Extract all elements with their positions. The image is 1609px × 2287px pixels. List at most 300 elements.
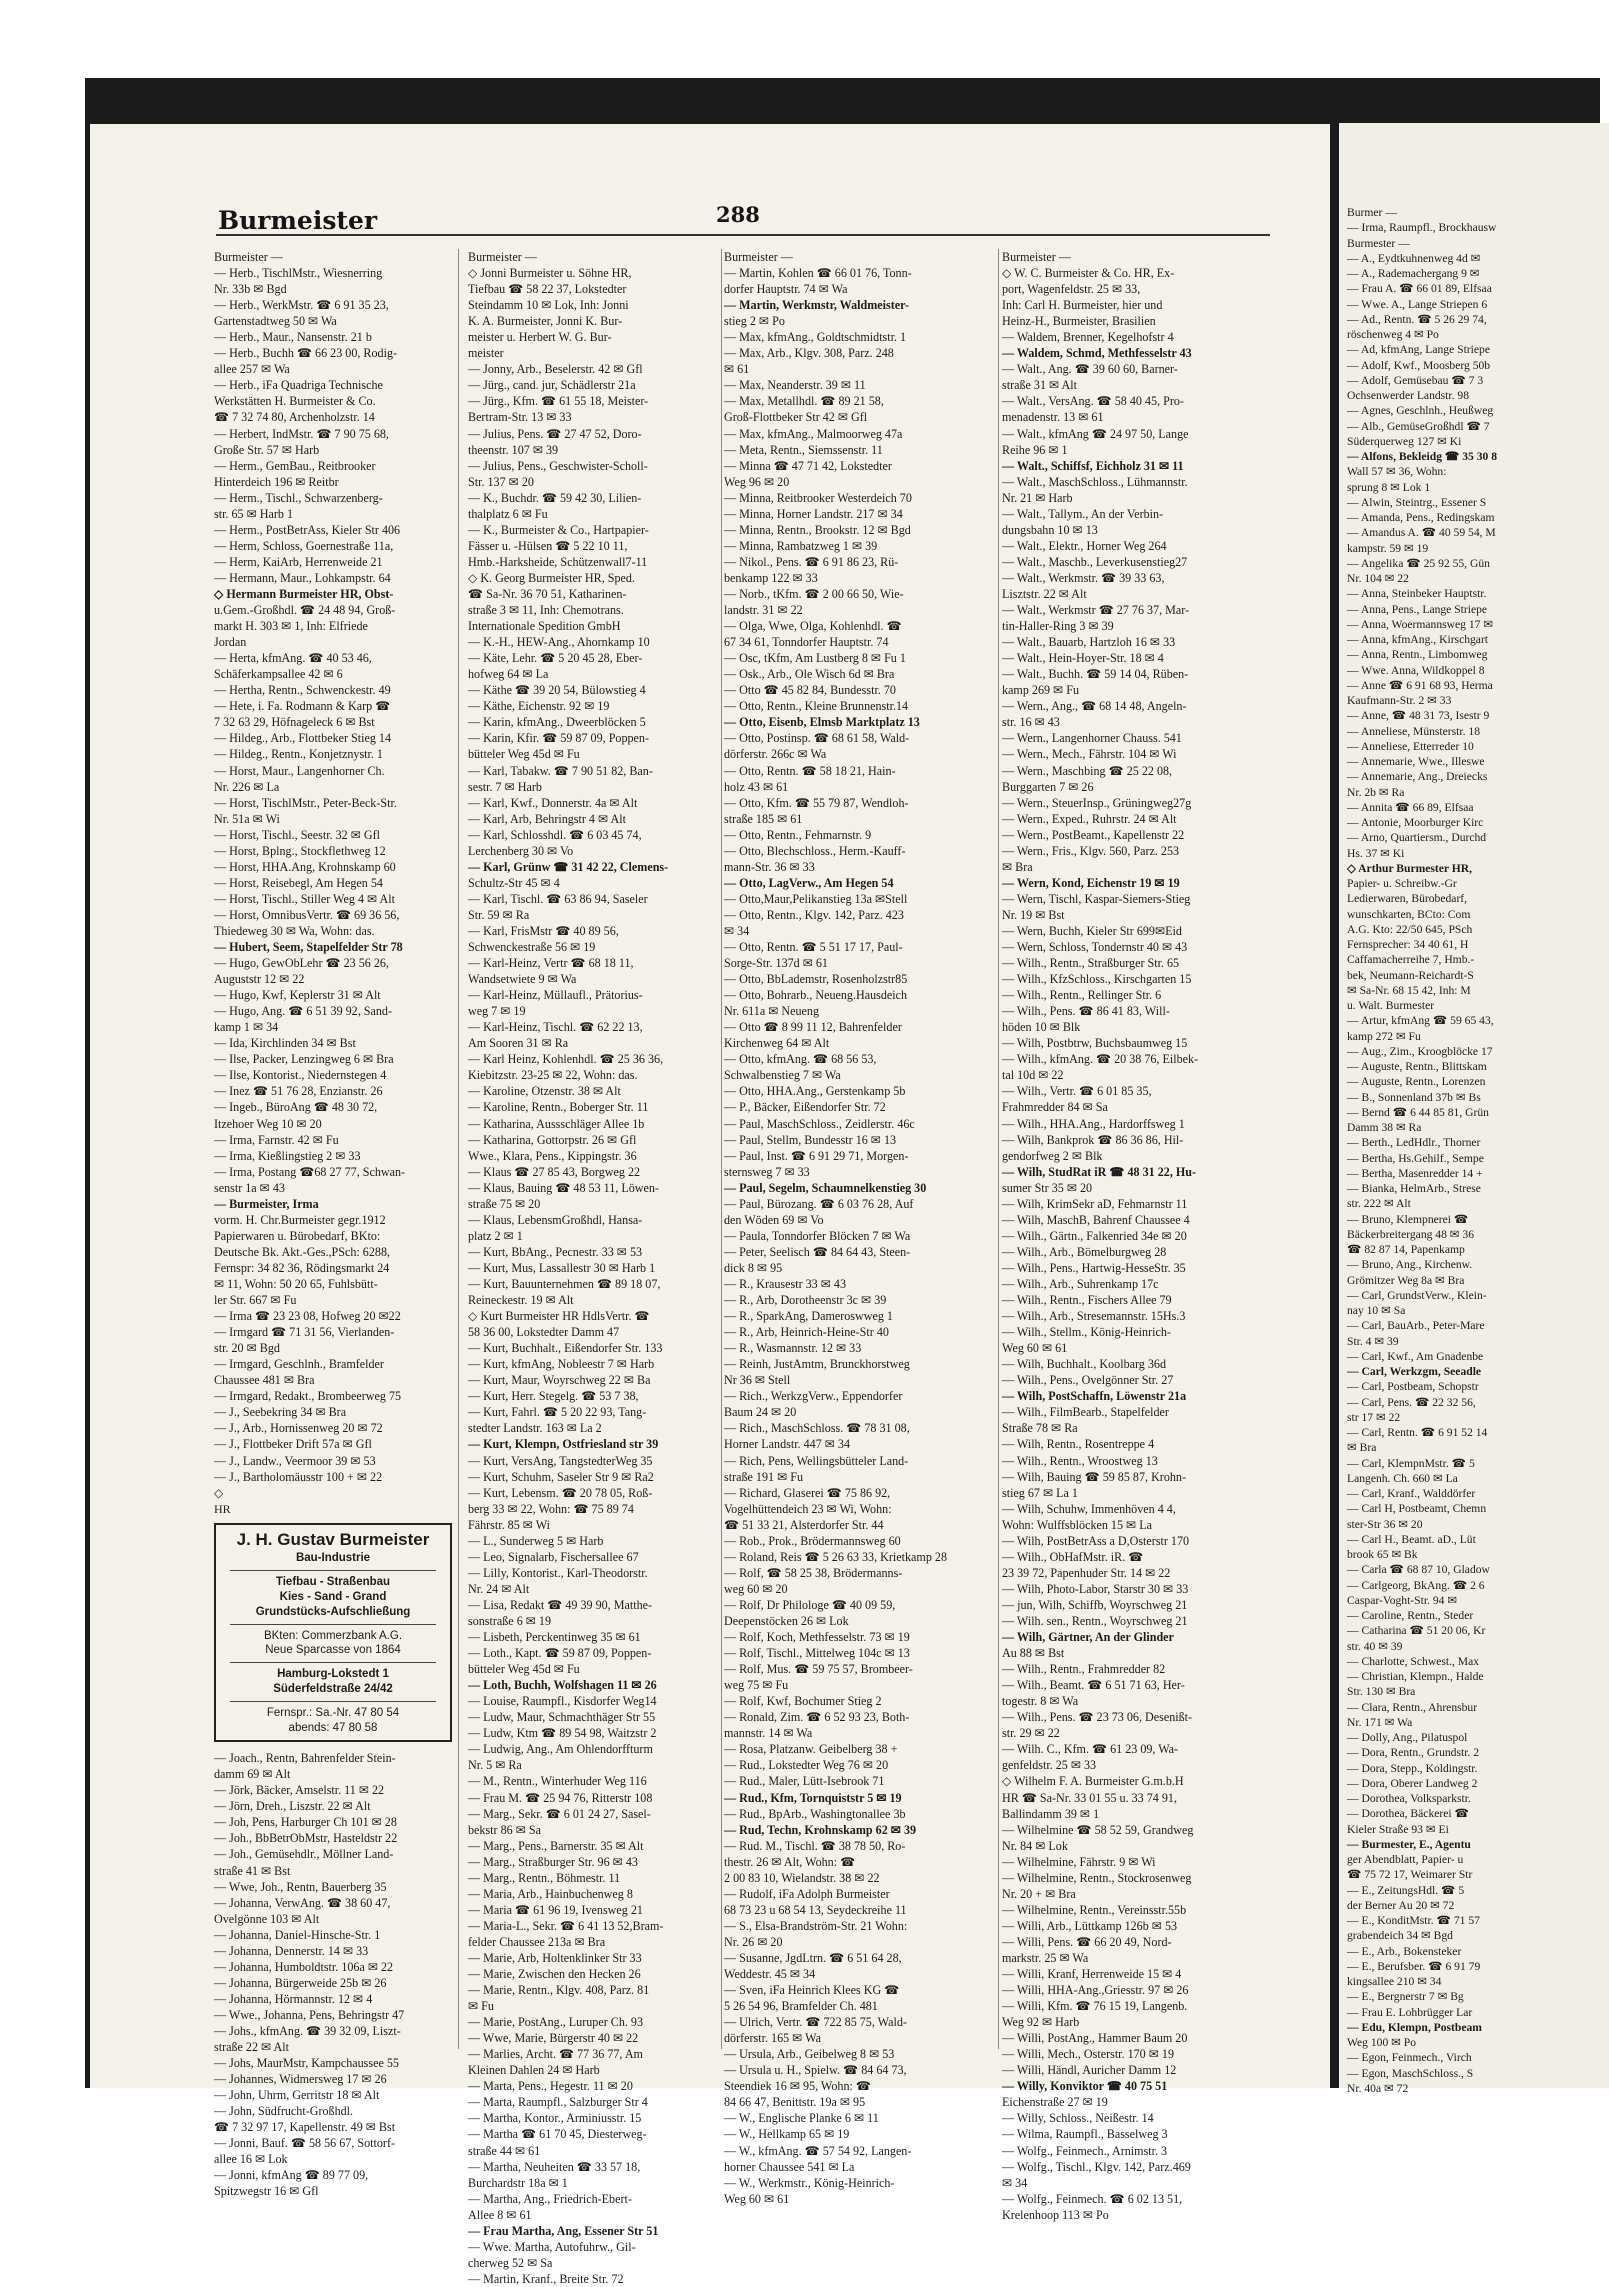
directory-entry: — Martha, Ang., Friedrich-Ebert- (468, 2191, 632, 2206)
directory-entry: — Herb., Maur., Nansenstr. 21 b (214, 330, 372, 345)
adjacent-page-entry: Hs. 37 ✉ Ki (1347, 846, 1405, 860)
directory-entry: Heinz-H., Burmeister, Brasilien (1002, 314, 1156, 329)
directory-entry: — Karl, Arb, Behringstr 4 ✉ Alt (468, 811, 626, 826)
adjacent-page-entry: — Carl H, Postbeamt, Chemn (1347, 1502, 1487, 1516)
directory-entry: — Wilh, Schuhw, Immenhöven 4 4, (1002, 1501, 1176, 1516)
directory-entry: — Kurt, Fahrl. ☎ 5 20 22 93, Tang- (468, 1405, 647, 1420)
directory-entry: Burmeister — (468, 250, 537, 264)
directory-entry: — Herb., TischlMstr., Wiesnerring (214, 266, 383, 281)
register-marker: HR (214, 1501, 231, 1516)
running-header-title: Burmeister (218, 206, 378, 235)
directory-entry: ✉ 34 (724, 923, 750, 938)
directory-entry: — Wilh, Gärtner, An der Glinder (1002, 1630, 1174, 1645)
adjacent-page-entry: — Egon, MaschSchloss., S (1347, 2066, 1474, 2080)
directory-entry: 68 73 23 u 68 54 13, Seydeckreihe 11 (724, 1902, 907, 1917)
directory-entry: — Karl-Heinz, Müllaufl., Prätorius- (468, 988, 643, 1003)
directory-entry: — Horst, HHA.Ang, Krohnskamp 60 (214, 859, 396, 874)
directory-entry: — Walt., Schiffsf, Eichholz 31 ✉ 11 (1002, 458, 1184, 473)
directory-entry: — Ludwig, Ang., Am Ohlendorffturm (468, 1742, 653, 1757)
directory-entry: ✉ Fu (468, 1999, 494, 2014)
directory-entry: Schwalbenstieg 7 ✉ Wa (724, 1068, 841, 1083)
adjacent-page-entry: — Charlotte, Schwest., Max (1347, 1654, 1480, 1668)
adjacent-page-entry: Bäckerbreitergang 48 ✉ 36 (1347, 1227, 1475, 1241)
directory-entry: ☎ 7 32 97 17, Kapellenstr. 49 ✉ Bst (214, 2120, 396, 2135)
directory-entry: — Wern., Ang., ☎ 68 14 48, Angeln- (1002, 699, 1187, 714)
directory-entry: Nr. 5 ✉ Ra (468, 1758, 522, 1773)
directory-entry: — Lisbeth, Perckentinweg 35 ✉ 61 (468, 1630, 641, 1645)
adjacent-page-entry: — Anna, kfmAng., Kirschgart (1347, 633, 1489, 646)
directory-entry: Nr. 24 ✉ Alt (468, 1581, 530, 1596)
adjacent-page-entry: — Dolly, Ang., Pilatuspol (1347, 1731, 1468, 1744)
directory-entry: — Willy, Schloss., Neißestr. 14 (1002, 2111, 1154, 2126)
directory-entry: gendorfweg 2 ✉ Blk (1002, 1148, 1103, 1163)
directory-entry: — Wilh, PostBetrAss a D,Osterstr 170 (1002, 1533, 1190, 1548)
directory-entry: — Ulrich, Vertr. ☎ 722 85 75, Wald- (724, 2015, 907, 2030)
directory-entry: — K.-H., HEW-Ang., Ahornkamp 10 (468, 635, 650, 650)
directory-entry: — Otto, LagVerw., Am Hegen 54 (724, 875, 894, 890)
ad-company-name: J. H. Gustav Burmeister (236, 1529, 430, 1549)
adjacent-page-entry: — Aug., Zim., Kroogblöcke 17 (1347, 1044, 1493, 1058)
directory-entry: ✉ 34 (1002, 2175, 1028, 2190)
adjacent-page-entry: — Christian, Klempn., Halde (1347, 1670, 1484, 1683)
directory-entry: — Kurt, BbAng., Pecnestr. 33 ✉ 53 (468, 1244, 643, 1259)
adjacent-page-entry: — E., ZeitungsHdl. ☎ 5 (1347, 1883, 1465, 1897)
adjacent-page-entry: ster-Str 36 ✉ 20 (1347, 1517, 1423, 1531)
ad-phone: abends: 47 80 58 (288, 1722, 378, 1735)
directory-entry: — Joh, Pens, Harburger Ch 101 ✉ 28 (214, 1815, 397, 1830)
directory-entry: ◇ Wilhelm F. A. Burmeister G.m.b.H (1002, 1774, 1184, 1789)
directory-entry: — Marta, Pens., Hegestr. 11 ✉ 20 (468, 2079, 633, 2094)
scan-background (85, 78, 1600, 2286)
directory-entry: platz 2 ✉ 1 (468, 1228, 523, 1243)
directory-entry: — Horst, Reisebegl, Am Hegen 54 (214, 875, 383, 890)
directory-entry: Ballindamm 39 ✉ 1 (1002, 1806, 1100, 1821)
directory-entry: — Reinh, JustAmtm, Brunckhorstweg (724, 1357, 910, 1372)
directory-entry: — L., Sunderweg 5 ✉ Harb (468, 1533, 604, 1548)
directory-entry: — Otto, BbLademstr, Rosenholzstr85 (724, 972, 908, 987)
directory-entry: — R., SparkAng, Dameroswweg 1 (724, 1309, 893, 1324)
directory-entry: Burggarten 7 ✉ 26 (1002, 779, 1094, 794)
directory-entry: — Wilh., HHA.Ang., Hardorffsweg 1 (1002, 1116, 1185, 1131)
directory-entry: — Hugo, GewObLehr ☎ 23 56 26, (214, 956, 389, 971)
directory-entry: stieg 67 ✉ La 1 (1002, 1485, 1078, 1500)
directory-entry: str. 20 ✉ Bgd (214, 1341, 280, 1356)
directory-entry: Deepenstöcken 26 ✉ Lok (724, 1613, 849, 1628)
directory-entry: Reihe 96 ✉ 1 (1002, 442, 1068, 457)
directory-entry: — Rich, Pens, Wellingsbütteler Land- (724, 1453, 909, 1468)
directory-entry: — Irmgard, Geschlnh., Bramfelder (214, 1357, 384, 1372)
directory-entry: 5 26 54 96, Bramfelder Ch. 481 (724, 1999, 878, 2014)
directory-entry: — Kurt, Maur, Woyrschweg 22 ✉ Ba (468, 1373, 651, 1388)
directory-entry: — Marg., Sekr. ☎ 6 01 24 27, Sasel- (468, 1806, 651, 1821)
directory-entry: Inh: Carl H. Burmeister, hier und (1002, 298, 1163, 313)
directory-entry: — Wilhelmine, Rentn., Vereinsstr.55b (1002, 1902, 1187, 1917)
directory-entry: ◇ Hermann Burmeister HR, Obst- (214, 586, 394, 601)
directory-entry: straße 22 ✉ Alt (214, 2040, 289, 2055)
directory-entry: — Horst, Tischl., Stiller Weg 4 ✉ Alt (214, 891, 395, 906)
directory-entry: — Ursula, Arb., Geibelweg 8 ✉ 53 (724, 2047, 895, 2062)
directory-entry: — Herbert, IndMstr. ☎ 7 90 75 68, (214, 426, 389, 441)
directory-entry: straße 191 ✉ Fu (724, 1469, 803, 1484)
adjacent-page-entry: Kaufmann-Str. 2 ✉ 33 (1347, 694, 1452, 707)
adjacent-page-entry: Fernsprecher: 34 40 61, H (1347, 938, 1469, 951)
directory-entry: — Kurt, Bauunternehmen ☎ 89 18 07, (468, 1277, 661, 1291)
directory-column-2 (468, 249, 718, 2287)
directory-entry: — Wilh., Vertr. ☎ 6 01 85 35, (1002, 1084, 1152, 1099)
ad-divider (230, 1701, 436, 1702)
directory-entry: Nr. 84 ✉ Lok (1002, 1838, 1068, 1853)
directory-entry: — Leo, Signalarb, Fischersallee 67 (468, 1549, 639, 1564)
adjacent-page-entry: Wall 57 ✉ 36, Wohn: (1347, 465, 1447, 479)
directory-entry: theenstr. 107 ✉ 39 (468, 442, 559, 457)
directory-entry: — Walt., Bauarb, Hartzloh 16 ✉ 33 (1002, 635, 1176, 650)
directory-entry: ◇ Jonni Burmeister u. Söhne HR, (468, 266, 632, 281)
directory-entry: — Paul, Segelm, Schaumnelkenstieg 30 (724, 1180, 927, 1195)
directory-entry: benkamp 122 ✉ 33 (724, 570, 818, 585)
directory-entry: Gartenstadtweg 50 ✉ Wa (214, 314, 337, 329)
adjacent-page-entry: — Frau E. Lohbrügger Lar (1347, 2005, 1473, 2019)
directory-entry: — Käte, Lehr. ☎ 5 20 45 28, Eber- (468, 651, 643, 666)
directory-entry: — Frau Martha, Ang, Essener Str 51 (468, 2223, 659, 2238)
adjacent-page-entry: Süderquerweg 127 ✉ Ki (1347, 434, 1462, 448)
directory-entry: Groß-Flottbeker Str 42 ✉ Gfl (724, 410, 868, 425)
adjacent-page-entry: Nr. 40a ✉ 72 (1347, 2081, 1409, 2095)
directory-entry: — Wilma, Raumpfl., Basselweg 3 (1002, 2127, 1168, 2142)
directory-entry: — R., Arb, Heinrich-Heine-Str 40 (724, 1325, 889, 1340)
directory-entry: Weg 96 ✉ 20 (724, 474, 790, 489)
directory-entry: — Wern., Mech., Fährstr. 104 ✉ Wi (1002, 747, 1177, 762)
adjacent-page-entry: — Amanda, Pens., Redingskam (1347, 511, 1495, 524)
directory-entry: — Frau M. ☎ 25 94 76, Ritterstr 108 (468, 1790, 653, 1805)
directory-entry: tal 10d ✉ 22 (1002, 1068, 1064, 1083)
directory-entry: — Herm., Tischl., Schwarzenberg- (214, 490, 383, 505)
column-divider (998, 249, 999, 2049)
adjacent-page-entry: kampstr. 59 ✉ 19 (1347, 541, 1429, 555)
directory-entry: — Kurt, Buchhalt., Eißendorfer Str. 133 (468, 1341, 663, 1356)
adjacent-page-entry: — Anna, Pens., Lange Striepe (1347, 602, 1488, 616)
directory-entry: — M., Rentn., Winterhuder Weg 116 (468, 1774, 647, 1789)
directory-entry: Krelenhoop 113 ✉ Po (1002, 2207, 1109, 2222)
adjacent-page-entry: — Angelika ☎ 25 92 55, Gün (1347, 556, 1490, 570)
directory-entry: ◇ K. Georg Burmeister HR, Sped. (468, 570, 635, 585)
directory-entry: — Minna, Reitbrooker Westerdeich 70 (724, 490, 912, 505)
directory-entry: — Nikol., Pens. ☎ 6 91 86 23, Rü- (724, 554, 899, 569)
adjacent-page-entry: — Annita ☎ 66 89, Elfsaa (1347, 800, 1474, 814)
directory-entry: — Karl, Tischl. ☎ 63 86 94, Saseler (468, 891, 648, 906)
directory-entry: — W., Hellkamp 65 ✉ 19 (724, 2127, 850, 2142)
directory-entry: ✉ Bra (1002, 859, 1033, 874)
directory-entry: — Walt., MaschSchloss., Lühmannstr. (1002, 474, 1188, 489)
directory-entry: — Max, Neanderstr. 39 ✉ 11 (724, 378, 866, 393)
directory-entry: — Otto ☎ 45 82 84, Bundesstr. 70 (724, 683, 896, 698)
directory-entry: 2 00 83 10, Wielandstr. 38 ✉ 22 (724, 1870, 880, 1885)
ad-bank: Neue Sparcasse von 1864 (265, 1644, 401, 1657)
adjacent-page-entry: — Carl, KlempnMstr. ☎ 5 (1347, 1456, 1475, 1470)
directory-entry: — Irma, Postang ☎68 27 77, Schwan- (214, 1164, 406, 1179)
directory-entry: — Walt., Ang. ☎ 39 60 60, Barner- (1002, 362, 1178, 377)
directory-entry: — Susanne, JgdLtrn. ☎ 6 51 64 28, (724, 1950, 902, 1965)
ad-service: Grundstücks-Aufschließung (255, 1605, 411, 1618)
adjacent-page-entry: — E., KonditMstr. ☎ 71 57 (1347, 1914, 1480, 1927)
directory-entry: Horner Landstr. 447 ✉ 34 (724, 1437, 851, 1452)
directory-entry: — Osc, tKfm, Am Lustberg 8 ✉ Fu 1 (724, 651, 906, 666)
directory-entry: — Wilh., Pens. ☎ 23 73 06, Desenißt- (1002, 1710, 1193, 1725)
adjacent-page-entry: — A., Rademachergang 9 ✉ (1347, 267, 1480, 280)
directory-entry: — Herm, Schloss, Goernestraße 11a, (214, 538, 394, 553)
directory-entry: stieg 2 ✉ Po (724, 314, 785, 329)
directory-entry: — Maria, Arb., Hainbuchenweg 8 (468, 1886, 633, 1901)
directory-entry: Tiefbau ☎ 58 22 37, Lokstedter (468, 282, 627, 297)
directory-entry: — Wilh., Arb., Suhrenkamp 17c (1002, 1277, 1159, 1291)
directory-entry: — Kurt, Klempn, Ostfriesland str 39 (468, 1437, 659, 1452)
directory-entry: — Wilh. C., Kfm. ☎ 61 23 09, Wa- (1002, 1742, 1179, 1757)
directory-entry: — Marta, Raumpfl., Salzburger Str 4 (468, 2095, 648, 2110)
directory-entry: Frahmredder 84 ✉ Sa (1002, 1100, 1108, 1115)
directory-entry: — Hugo, Ang. ☎ 6 51 39 92, Sand- (214, 1004, 392, 1019)
directory-entry: — Kurt, kfmAng, Nobleestr 7 ✉ Harb (468, 1357, 655, 1372)
directory-entry: 84 66 47, Benittstr. 19a ✉ 95 (724, 2095, 866, 2110)
page-number: 288 (716, 202, 760, 227)
directory-entry: hofweg 64 ✉ La (468, 667, 549, 682)
adjacent-page-entry: kamp 272 ✉ Fu (1347, 1029, 1421, 1043)
directory-entry: ✉ 61 (724, 362, 750, 377)
directory-entry: dick 8 ✉ 95 (724, 1260, 783, 1275)
directory-entry: — J., Flottbeker Drift 57a ✉ Gfl (214, 1437, 372, 1452)
adjacent-page-entry: Nr. 2b ✉ Ra (1347, 785, 1405, 799)
directory-entry: Hinterdeich 196 ✉ Reitbr (214, 474, 339, 489)
directory-entry: — Wern., Exped., Ruhrstr. 24 ✉ Alt (1002, 811, 1177, 826)
directory-entry: ler Str. 667 ✉ Fu (214, 1293, 297, 1308)
directory-entry: — Willi, Pens. ☎ 66 20 49, Nord- (1002, 1934, 1172, 1949)
directory-entry: Werkstätten H. Burmeister & Co. (214, 394, 376, 409)
directory-entry: allee 257 ✉ Wa (214, 362, 290, 377)
directory-entry: — J., Seebekring 34 ✉ Bra (214, 1405, 347, 1420)
adjacent-page-entry: — Carla ☎ 68 87 10, Gladow (1347, 1563, 1490, 1577)
directory-entry: — Irma, Farnstr. 42 ✉ Fu (214, 1132, 339, 1147)
directory-entry: — Kurt, Herr. Stegelg. ☎ 53 7 38, (468, 1389, 639, 1404)
directory-entry: — Herb., WerkMstr. ☎ 6 91 35 23, (214, 298, 389, 313)
directory-entry: ☎ 7 32 74 80, Archenholzstr. 14 (214, 410, 375, 425)
directory-entry: ☎ 51 33 21, Alsterdorfer Str. 44 (724, 1517, 884, 1532)
adjacent-page-entry: — Wwe. A., Lange Striepen 6 (1347, 297, 1488, 311)
directory-entry: — Rud., Kfm, Tornquiststr 5 ✉ 19 (724, 1790, 902, 1805)
directory-entry: — Minna ☎ 47 71 42, Lokstedter (724, 458, 892, 473)
directory-entry: — J., Bartholomäusstr 100 + ✉ 22 (214, 1469, 383, 1484)
directory-entry: — Otto, Kfm. ☎ 55 79 87, Wendloh- (724, 795, 909, 810)
directory-entry: — Karl, FrisMstr ☎ 40 89 56, (468, 923, 619, 938)
directory-entry: — Rolf, ☎ 58 25 38, Brödermanns- (724, 1565, 903, 1580)
directory-entry: Nr. 19 ✉ Bst (1002, 907, 1065, 922)
directory-entry: — Joh., Gemüsehdlr., Möllner Land- (214, 1847, 394, 1862)
directory-entry: felder Chaussee 213a ✉ Bra (468, 1934, 606, 1949)
directory-entry: — Walt., VersAng. ☎ 58 40 45, Pro- (1002, 394, 1184, 409)
directory-entry: — Wilh., Gärtn., Falkenried 34e ✉ 20 (1002, 1228, 1187, 1243)
directory-entry: — Rich., MaschSchloss. ☎ 78 31 08, (724, 1421, 910, 1436)
directory-entry: — Osk., Arb., Ole Wisch 6d ✉ Bra (724, 667, 895, 682)
directory-entry: — Jonny, Arb., Beselerstr. 42 ✉ Gfl (468, 362, 643, 377)
directory-entry: — P., Bäcker, Eißendorfer Str. 72 (724, 1100, 886, 1115)
directory-entry: Reineckestr. 19 ✉ Alt (468, 1293, 574, 1308)
directory-entry: — Otto, kfmAng. ☎ 68 56 53, (724, 1052, 877, 1067)
adjacent-page-entry: Papier- u. Schreibw.-Gr (1347, 877, 1457, 890)
ad-phone: Fernspr.: Sa.-Nr. 47 80 54 (266, 1707, 400, 1720)
directory-entry: — Wwe., Johanna, Pens, Behringstr 47 (214, 2007, 405, 2022)
directory-entry: — Wolfg., Tischl., Klgv. 142, Parz.469 (1002, 2159, 1191, 2174)
adjacent-page-entry: — Ad, kfmAng, Lange Striepe (1347, 343, 1490, 357)
directory-entry: — Richard, Glaserei ☎ 75 86 92, (724, 1485, 891, 1500)
adjacent-page-entry: kingsallee 210 ✉ 34 (1347, 1975, 1442, 1988)
adjacent-page-entry: — Agnes, Geschlnh., Heußweg (1347, 404, 1494, 418)
ad-bank: BKten: Commerzbank A.G. (263, 1629, 403, 1642)
directory-entry: — W., Englische Planke 6 ✉ 11 (724, 2111, 879, 2126)
adjacent-page-entry: — Berth., LedHdlr., Thorner (1347, 1136, 1481, 1150)
directory-entry: Nr. 21 ✉ Harb (1002, 490, 1073, 505)
directory-entry: ☎ Sa-Nr. 36 70 51, Katharinen- (468, 586, 627, 601)
company-advertisement (214, 1501, 452, 1743)
directory-entry: — Käthe, Eichenstr. 92 ✉ 19 (468, 699, 610, 714)
adjacent-page-entry: — Anne, ☎ 48 31 73, Isestr 9 (1347, 709, 1490, 723)
directory-entry: — Katharina, Aussschläger Allee 1b (468, 1116, 645, 1131)
adjacent-page-entry: — Auguste, Rentn., Lorenzen (1347, 1075, 1486, 1089)
adjacent-page-entry: — Carl, Postbeam, Schopstr (1347, 1380, 1479, 1394)
directory-entry: — Johanna, Bürgerweide 25b ✉ 26 (214, 1975, 387, 1990)
adjacent-page-entry: ◇ Arthur Burmester HR, (1347, 861, 1473, 875)
adjacent-page-entry: Nr. 171 ✉ Wa (1347, 1715, 1413, 1729)
directory-entry: — Wilh, StudRat iR ☎ 48 31 22, Hu- (1002, 1164, 1197, 1179)
directory-entry: — Willi, Kranf, Herrenweide 15 ✉ 4 (1002, 1967, 1182, 1982)
directory-entry: — S., Elsa-Brandström-Str. 21 Wohn: (724, 1918, 908, 1933)
adjacent-page-entry: — Anne ☎ 6 91 68 93, Herma (1347, 678, 1493, 692)
adjacent-page-entry: Str. 130 ✉ Bra (1347, 1685, 1416, 1699)
directory-entry: — Wilhelmine, Fährstr. 9 ✉ Wi (1002, 1854, 1156, 1869)
directory-entry: — Paul, Inst. ☎ 6 91 29 71, Morgen- (724, 1148, 909, 1163)
directory-entry: Straße 78 ✉ Ra (1002, 1421, 1078, 1436)
directory-entry: meister (468, 346, 504, 361)
adjacent-page-entry: — Carl, Rentn. ☎ 6 91 52 14 (1347, 1426, 1488, 1439)
directory-entry: — Otto, Eisenb, Elmsb Marktplatz 13 (724, 715, 920, 730)
directory-entry: mannstr. 14 ✉ Wa (724, 1726, 813, 1741)
directory-entry: — W., Werkmstr., König-Heinrich- (724, 2175, 895, 2190)
directory-entry: Fährstr. 85 ✉ Wi (468, 1517, 550, 1532)
directory-entry: — Kurt, Mus, Lassallestr 30 ✉ Harb 1 (468, 1260, 656, 1275)
directory-entry: — Wwe. Martha, Autofuhrw., Gil- (468, 2239, 636, 2254)
directory-entry: markt H. 303 ✉ 1, Inh: Elfriede (214, 619, 368, 634)
directory-entry: — Herb., Buchh ☎ 66 23 00, Rodig- (214, 346, 398, 361)
advertisement-box (214, 1523, 452, 1742)
directory-entry: Schultz-Str 45 ✉ 4 (468, 875, 560, 890)
directory-entry: — K., Burmeister & Co., Hartpapier- (468, 522, 649, 537)
directory-entry: togestr. 8 ✉ Wa (1002, 1694, 1079, 1709)
directory-entry: — Walt., Tallym., An der Verbin- (1002, 506, 1164, 521)
directory-entry: Auguststr 12 ✉ 22 (214, 972, 305, 987)
adjacent-page-entry: — Carl, Kwf., Am Gnadenbe (1347, 1349, 1484, 1363)
directory-entry: Nr. 51a ✉ Wi (214, 811, 280, 826)
directory-entry: — Wilh, KrimSekr aD, Fehmarnstr 11 (1002, 1196, 1188, 1211)
directory-entry: — Wilh., Rentn., Straßburger Str. 65 (1002, 956, 1180, 971)
adjacent-page-entry: — Burmester, E., Agentu (1347, 1837, 1471, 1851)
directory-entry: senstr 1a ✉ 43 (214, 1180, 285, 1195)
directory-entry: — Ilse, Packer, Lenzingweg 6 ✉ Bra (214, 1052, 394, 1067)
adjacent-page-entry: — Bruno, Klempnerei ☎ (1347, 1212, 1469, 1226)
adjacent-page-entry: Burmester — (1347, 236, 1410, 250)
directory-entry: — Ida, Kirchlinden 34 ✉ Bst (214, 1036, 356, 1051)
directory-entry: — Louise, Raumpfl., Kisdorfer Weg14 (468, 1694, 657, 1709)
directory-entry: — Hubert, Seem, Stapelfelder Str 78 (214, 940, 403, 955)
directory-entry: — Rob., Prok., Brödermannsweg 60 (724, 1533, 901, 1548)
directory-entry: — Sven, iFa Heinrich Klees KG ☎ (724, 1983, 900, 1998)
adjacent-page-entry: — Dora, Rentn., Grundstr. 2 (1347, 1746, 1480, 1760)
directory-entry: kamp 269 ✉ Fu (1002, 683, 1079, 698)
directory-entry: damm 69 ✉ Alt (214, 1767, 291, 1782)
directory-entry: — Martin, Werkmstr, Waldmeister- (724, 298, 910, 313)
directory-entry: — Wilh., Rentn., Rellinger Str. 6 (1002, 988, 1162, 1003)
directory-entry: straße 3 ✉ 11, Inh: Chemotrans. (468, 603, 624, 618)
directory-entry: HR ☎ Sa-Nr. 33 01 55 u. 33 74 91, (1002, 1790, 1177, 1805)
directory-entry: — Wilh, Buchhalt., Koolbarg 36d (1002, 1357, 1166, 1372)
adjacent-page-entry: — E., Arb., Bokensteker (1347, 1944, 1462, 1958)
adjacent-page-entry: — Adolf, Kwf., Moosberg 50b (1347, 358, 1491, 372)
directory-entry: dungsbahn 10 ✉ 13 (1002, 522, 1098, 537)
adjacent-page-entry: grabendeich 34 ✉ Bgd (1347, 1929, 1453, 1943)
directory-entry: Kleinen Dahlen 24 ✉ Harb (468, 2063, 600, 2078)
directory-entry: Str. 59 ✉ Ra (468, 907, 530, 922)
directory-entry: berg 33 ✉ 22, Wohn: ☎ 75 89 74 (468, 1501, 634, 1516)
directory-entry: — Maria-L., Sekr. ☎ 6 41 13 52,Bram- (468, 1918, 664, 1933)
directory-entry: — Julius, Pens. ☎ 27 47 52, Doro- (468, 426, 642, 441)
directory-entry: — Marg., Pens., Barnerstr. 35 ✉ Alt (468, 1838, 644, 1853)
adjacent-page-entry: Ochsenwerder Landstr. 98 (1347, 389, 1470, 402)
directory-entry: — Horst, TischlMstr., Peter-Beck-Str. (214, 795, 397, 810)
directory-entry: — Rich., WerkzgVerw., Eppendorfer (724, 1389, 903, 1404)
directory-entry: Wwe., Klara, Pens., Kippingstr. 36 (468, 1148, 637, 1163)
directory-entry: — Wilh. sen., Rentn., Woyrschweg 21 (1002, 1613, 1188, 1628)
adjacent-page-entry: — Wwe. Anna, Wildkoppel 8 (1347, 663, 1485, 677)
directory-entry: — Jonni, kfmAng ☎ 89 77 09, (214, 2168, 369, 2183)
directory-entry: — R., Krausestr 33 ✉ 43 (724, 1277, 846, 1291)
directory-entry: — Rud., BpArb., Washingtonallee 3b (724, 1806, 906, 1821)
adjacent-page-entry: — Egon, Feinmech., Virch (1347, 2051, 1472, 2065)
directory-entry: — Marg., Rentn., Böhmestr. 11 (468, 1870, 621, 1885)
adjacent-page-entry: Str. 4 ✉ 39 (1347, 1334, 1399, 1348)
directory-entry: Wohn: Wulffsblöcken 15 ✉ La (1002, 1517, 1152, 1532)
adjacent-page-entry: Damm 38 ✉ Ra (1347, 1121, 1422, 1134)
directory-entry: — Paul, Bürozang. ☎ 6 03 76 28, Auf (724, 1196, 914, 1211)
directory-entry: markstr. 25 ✉ Wa (1002, 1950, 1089, 1965)
adjacent-page-entry: — Bertha, Masenredder 14 + (1347, 1166, 1483, 1180)
directory-entry: bütteler Weg 45d ✉ Fu (468, 747, 580, 762)
directory-entry: — Wilh, Rentn., Rosentreppe 4 (1002, 1437, 1155, 1452)
adjacent-page-entry: — Annemarie, Ang., Dreiecks (1347, 770, 1488, 784)
directory-entry: Große Str. 57 ✉ Harb (214, 442, 320, 457)
directory-entry: Baum 24 ✉ 20 (724, 1405, 797, 1420)
directory-entry: Au 88 ✉ Bst (1002, 1646, 1065, 1661)
directory-entry: — Willi, Händl, Auricher Damm 12 (1002, 2063, 1177, 2078)
directory-entry: — J., Arb., Hornissenweg 20 ✉ 72 (214, 1421, 383, 1436)
adjacent-page-entry: A.G. Kto: 22/50 645, PSch (1347, 922, 1473, 936)
adjacent-page-entry: — Carlgeorg, BkAng. ☎ 2 6 (1347, 1578, 1485, 1592)
directory-entry: Papierwaren u. Bürobedarf, BKto: (214, 1228, 381, 1243)
directory-entry: — Johanna, Hörmannstr. 12 ✉ 4 (214, 1991, 373, 2006)
directory-entry: Jordan (214, 635, 247, 650)
adjacent-page-entry: — Ad., Rentn. ☎ 5 26 29 74, (1347, 312, 1487, 326)
adjacent-page-entry: — Alfons, Bekleidg ☎ 35 30 8 (1347, 450, 1498, 463)
directory-entry: Ovelgönne 103 ✉ Alt (214, 1911, 320, 1926)
directory-entry: — Jürg., Kfm. ☎ 61 55 18, Meister- (468, 394, 649, 409)
directory-entry: — Jörn, Dreh., Liszstr. 22 ✉ Alt (214, 1799, 371, 1814)
directory-entry: Burchardstr 18a ✉ 1 (468, 2175, 568, 2190)
adjacent-page-entry: ☎ 75 72 17, Weimarer Str (1347, 1868, 1473, 1882)
directory-entry: — Olga, Wwe, Olga, Kohlenhdl. ☎ (724, 619, 902, 634)
